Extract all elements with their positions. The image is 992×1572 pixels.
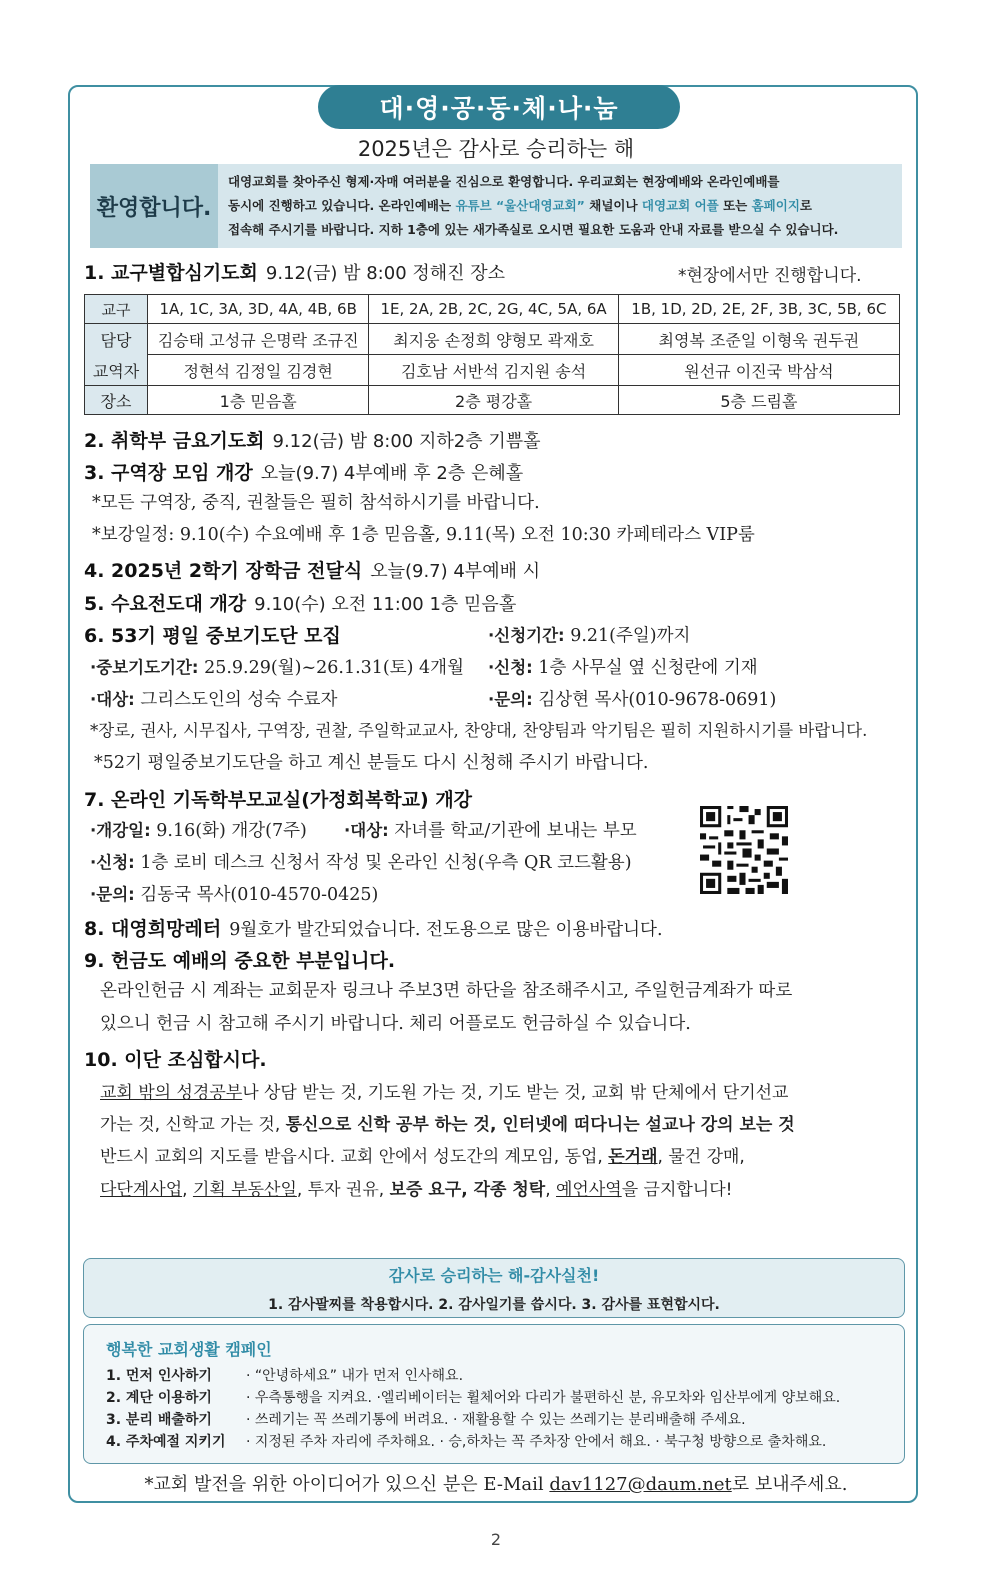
section-2-detail: 9.12(금) 밤 8:00 지하2층 기쁨홀 [272,431,541,452]
section-3-note-1: *모든 구역장, 중직, 권찰들은 필히 참석하시기를 바랍니다. [92,493,540,513]
section-8-title: 8. 대영희망레터 [84,918,222,940]
label: ·중보기도기간: [90,658,199,677]
value: 1층 사무실 옆 신청란에 기재 [538,658,758,678]
section-7-title: 7. 온라인 기독학부모교실(가정회복학교) 개강 [84,789,473,811]
section-9 [84,946,403,973]
campaign-key: 2. 계단 이용하기 [106,1390,212,1406]
table-cell: 5층 드림홀 [618,386,899,415]
section-10 [84,1045,275,1072]
table-cell: 김승태 고성규 은명락 조규진 [148,324,369,355]
section-10-line-1 [100,1078,788,1103]
text-bold: 통신으로 신학 공부 하는 것, 인터넷에 떠다니는 설교나 강의 보는 것 [285,1115,795,1135]
section-9-title: 9. 헌금도 예배의 중요한 부분입니다. [84,950,396,972]
welcome-panel [90,164,902,248]
table-cell: 정현석 김정일 김경현 [148,355,369,386]
text-underlined: 다단계사업 [100,1180,183,1200]
label: ·대상: [344,821,389,840]
table-cell: 최영복 조준일 이형욱 권두권 [618,324,899,355]
campaign-value: · 지정된 주차 자리에 주차해요. · 승,하차는 꼭 주차장 안에서 해요. · 북구청 방향으로 출차해요. [246,1434,827,1450]
gratitude-title: 감사로 승리하는 해-감사실천! [388,1266,600,1285]
page-number: 2 [490,1530,502,1549]
section-1-title: 1. 교구별합심기도회 [84,262,258,284]
section-7-open [90,817,307,842]
campaign-box [83,1324,905,1464]
value: 김상현 목사(010-9678-0691) [538,690,777,710]
value: 9.16(화) 개강(7주) [156,821,307,841]
text: , [182,1180,193,1200]
campaign-item [106,1409,746,1429]
text: 가는 것, 신학교 가는 것, [100,1115,286,1135]
homepage-link[interactable]: 홈페이지 [751,198,800,213]
welcome-text-part: 채널이나 [584,198,642,213]
label: ·신청: [488,658,533,677]
section-6-title: 6. 53기 평일 중보기도단 모집 [84,625,341,647]
section-6-period [488,622,690,647]
section-10-line-3 [100,1142,745,1167]
section-10-line-4 [100,1175,732,1200]
welcome-label: 환영합니다. [90,164,218,248]
text-underlined: 교회 밖의 성경공부 [100,1083,243,1103]
section-2-title: 2. 취학부 금요기도회 [84,430,265,452]
section-4-title: 4. 2025년 2학기 장학금 전달식 [84,560,363,582]
section-8-detail: 9월호가 발간되었습니다. 전도용으로 많은 이용바랍니다. [229,920,663,940]
text: , [545,1180,556,1200]
welcome-line-2 [228,194,896,218]
welcome-text-part: 로 [799,198,812,213]
table-cell: 2층 평강홀 [369,386,618,415]
campaign-item [106,1431,826,1451]
text-bold: 돈거래 [608,1147,658,1167]
text: 을 금지합니다! [621,1180,733,1200]
campaign-key: 1. 먼저 인사하기 [106,1368,212,1384]
page-title: 대·영·공·동·체·나·눔 [318,85,680,129]
section-5-detail: 9.10(수) 오전 11:00 1층 믿음홀 [254,594,517,615]
text: *교회 발전을 위한 아이디어가 있으신 분은 E-Mail [144,1474,550,1495]
section-8 [84,914,663,941]
gratitude-box [83,1258,905,1318]
table-header-district: 교구 [85,295,148,324]
campaign-key: 4. 주차예절 지키기 [106,1434,226,1450]
campaign-title: 행복한 교회생활 캠페인 [106,1340,272,1359]
district-table [84,294,900,415]
section-3-title: 3. 구역장 모임 개강 [84,462,253,484]
app-link[interactable]: 대영교회 어플 [641,198,719,213]
campaign-value: · 우측통행을 지켜요. ·엘리베이터는 휠체어와 다리가 불편하신 분, 유모차와 임산부에게 양보해요. [246,1390,841,1406]
table-cell: 1A, 1C, 3A, 3D, 4A, 4B, 6B [148,295,369,324]
section-1 [84,258,505,285]
section-1-detail: 9.12(금) 밤 8:00 정해진 장소 [265,263,506,284]
section-3 [84,458,523,485]
campaign-key: 3. 분리 배출하기 [106,1412,212,1428]
section-5-title: 5. 수요전도대 개강 [84,593,247,615]
welcome-text-part: 동시에 진행하고 있습니다. 온라인예배는 [228,198,456,213]
value: 김동국 목사(010-4570-0425) [140,885,379,905]
value: 1층 로비 데스크 신청서 작성 및 온라인 신청(우측 QR 코드활용) [140,853,632,873]
table-header-staff-1: 담당 [100,330,132,350]
welcome-text-part: 또는 [718,198,752,213]
table-cell: 1E, 2A, 2B, 2C, 2G, 4C, 5A, 6A [369,295,618,324]
gratitude-text: 1. 감사팔찌를 착용합시다. 2. 감사일기를 씁시다. 3. 감사를 표현합시다. [268,1297,720,1313]
table-header-staff [85,324,148,386]
text: , 투자 권유, [296,1180,390,1200]
email-link[interactable]: dav1127@daum.net [549,1474,732,1495]
welcome-text [228,170,896,242]
table-cell: 최지웅 손정희 양형모 곽재호 [369,324,618,355]
text-underlined: 기획 부동산일 [192,1180,297,1200]
section-6-contact [488,686,776,711]
table-header-place: 장소 [85,386,148,415]
text: 나 상담 받는 것, 기도원 가는 것, 기도 받는 것, 교회 밖 단체에서 단기선교 [242,1083,789,1103]
section-6-target [90,686,337,711]
text-bold: 보증 요구, 각종 청탁 [389,1180,546,1200]
table-cell: 원선규 이진국 박삼석 [618,355,899,386]
section-4-detail: 오늘(9.7) 4부예배 시 [370,561,541,582]
table-cell: 1B, 1D, 2D, 2E, 2F, 3B, 3C, 5B, 6C [618,295,899,324]
section-7 [84,785,480,812]
campaign-item [106,1387,840,1407]
table-cell: 김호남 서반석 김지원 송석 [369,355,618,386]
label: ·문의: [90,885,135,904]
welcome-line-3: 접속해 주시기를 바랍니다. 지하 1층에 있는 새가족실로 오시면 필요한 도움과 안내 자료를 받으실 수 있습니다. [228,222,839,237]
section-3-note-2: *보강일정: 9.10(수) 수요예배 후 1층 믿음홀, 9.11(목) 오전 10:30 카페테라스 VIP룸 [92,525,755,545]
footer-note [0,1470,992,1496]
section-7-contact [90,881,378,906]
qr-code-icon[interactable] [700,806,788,894]
section-6 [84,621,349,648]
table-cell: 1층 믿음홀 [148,386,369,415]
campaign-item [106,1365,463,1385]
label: ·문의: [488,690,533,709]
section-5 [84,589,516,616]
value: 자녀를 학교/기관에 보내는 부모 [394,821,637,841]
section-9-line-2: 있으니 헌금 시 참고해 주시기 바랍니다. 체리 어플로도 헌금하실 수 있습니다. [100,1014,691,1034]
text-underlined: 예언사역 [556,1180,622,1200]
text: 반드시 교회의 지도를 받읍시다. 교회 안에서 성도간의 계모임, 동업, [100,1147,609,1167]
youtube-link[interactable]: 유튜브 “울산대영교회” [455,198,585,213]
section-6-note-1: *장로, 권사, 시무집사, 구역장, 권찰, 주일학교교사, 찬양대, 찬양팀과 악기팀은 필히 지원하시기를 바랍니다. [90,721,868,740]
section-10-line-2 [100,1110,795,1135]
label: ·신청기간: [488,626,565,645]
section-6-term [90,654,464,679]
section-7-apply [90,849,632,874]
section-10-title: 10. 이단 조심합시다. [84,1049,267,1071]
label: ·대상: [90,690,135,709]
campaign-value: · 쓰레기는 꼭 쓰레기통에 버려요. · 재활용할 수 있는 쓰레기는 분리배출해 주세요. [246,1412,746,1428]
label: ·개강일: [90,821,151,840]
page-subtitle: 2025년은 감사로 승리하는 해 [357,137,635,161]
value: 9.21(주일)까지 [570,626,691,646]
section-9-line-1: 온라인헌금 시 계좌는 교회문자 링크나 주보3면 하단을 참조해주시고, 주일헌금계좌가 따로 [100,981,793,1001]
section-4 [84,556,540,583]
section-1-note: *현장에서만 진행합니다. [678,266,862,286]
table-header-staff-2: 교역자 [92,361,140,381]
text: 로 보내주세요. [731,1474,848,1495]
welcome-line-1: 대영교회를 찾아주신 형제·자매 여러분을 진심으로 환영합니다. 우리교회는 현장예배와 온라인예배를 [228,174,780,189]
label: ·신청: [90,853,135,872]
section-6-apply [488,654,758,679]
section-7-target [344,817,637,842]
section-2 [84,426,541,453]
text: , 물건 강매, [657,1147,745,1167]
campaign-value: · “안녕하세요” 내가 먼저 인사해요. [246,1368,464,1384]
section-6-note-2: *52기 평일중보기도단을 하고 계신 분들도 다시 신청해 주시기 바랍니다. [94,753,649,773]
value: 25.9.29(월)~26.1.31(토) 4개월 [204,658,464,678]
section-3-detail: 오늘(9.7) 4부예배 후 2층 은혜홀 [260,463,524,484]
value: 그리스도인의 성숙 수료자 [140,690,338,710]
